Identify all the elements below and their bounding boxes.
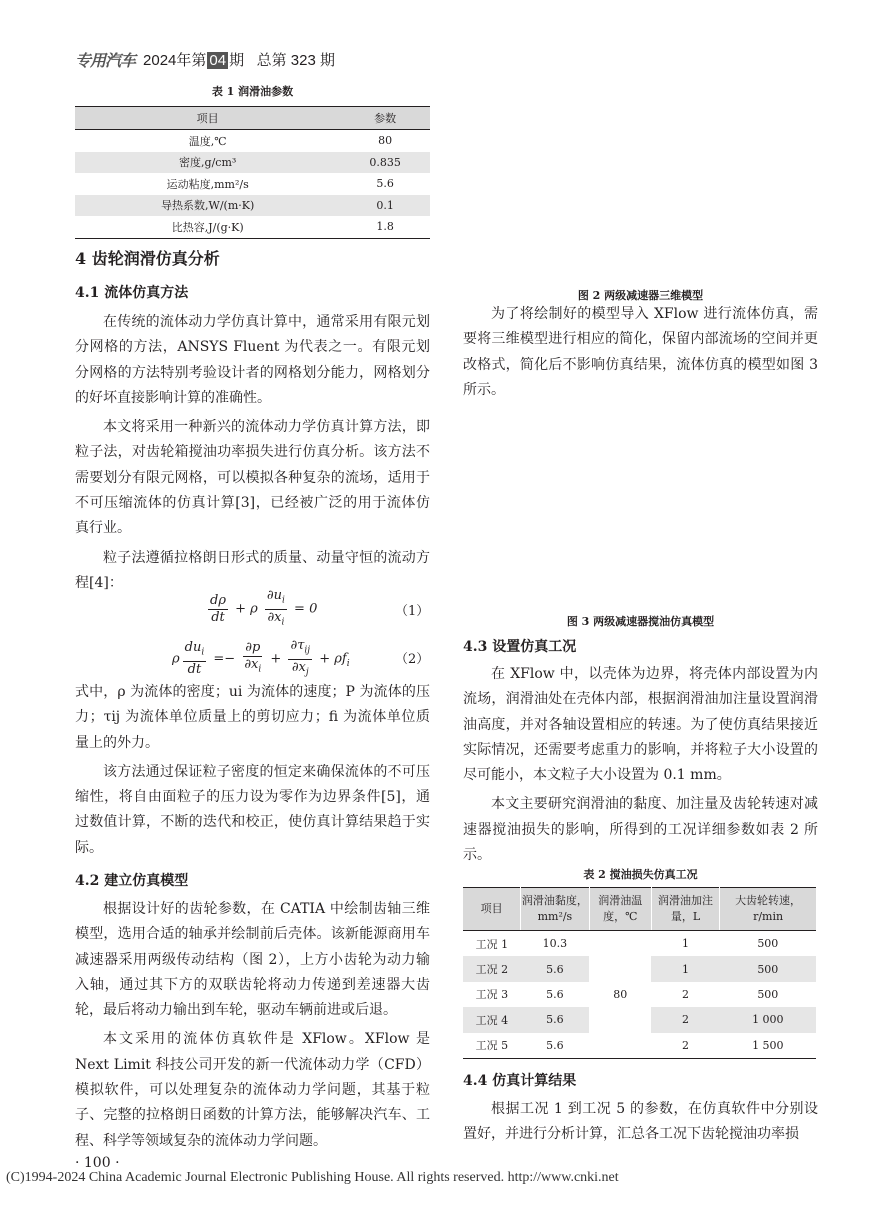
- table-row: 比热容,J/(g·K) 1.8: [75, 216, 430, 238]
- paragraph: 粒子法遵循拉格朗日形式的质量、动量守恒的流动方程[4]：: [75, 549, 430, 591]
- figure-3-placeholder: [463, 410, 818, 600]
- paragraph: 根据设计好的齿轮参数，在 CATIA 中绘制齿轴三维模型，选用合适的轴承并绘制前后壳体。该新能源商用车减速器采用两级传动结构（图 2），上方小齿轮为动力输入轴，通过其下方的双联齿轮将动力传递到差速器大齿轮，最后将动力输出到车轮，驱动车辆前进或后退。: [75, 901, 430, 1019]
- equation-2: ρ $\frac{du_i}{dt}$ =− $\frac{\partial p}{\partial x_i}$ + $\frac{\partial\tau_{ij}}{\partial x_j}$ + $\rho f_i$: [172, 638, 350, 678]
- paragraph: 根据工况 1 到工况 5 的参数，在仿真软件中分别设置好，并进行分析计算，汇总各工况下齿轮搅油功率损: [463, 1101, 818, 1143]
- section-4-3-body: [463, 662, 818, 868]
- table-row: 工况 1 10.3 80 1 500: [463, 931, 816, 957]
- table-row: 密度,g/cm³ 0.835: [75, 152, 430, 174]
- table-row: 导热系数,W/(m·K) 0.1: [75, 195, 430, 217]
- paragraph: 本文主要研究润滑油的黏度、加注量及齿轮转速对减速器搅油损失的影响，所得到的工况详细参数如表 2 所示。: [463, 796, 818, 864]
- table2-header: 大齿轮转速，r/min: [720, 888, 816, 931]
- equation-1: $\frac{d\rho}{dt}$ + ρ $\frac{\partial u_i}{\partial x_i}$ = 0: [210, 588, 318, 628]
- paragraph: 为了将绘制好的模型导入 XFlow 进行流体仿真，需要将三维模型进行相应的简化，保留内部流场的空间并更改格式，简化后不影响仿真结果，流体仿真的模型如图 3 所示。: [463, 306, 818, 398]
- table2-header-row: [463, 888, 816, 931]
- figure-3-intro: [463, 302, 818, 403]
- table1-header: 项目: [75, 107, 340, 130]
- table-row: 工况 3 5.6 2 500: [475, 987, 779, 1002]
- table-row: 工况 4 5.6 2 1 000: [463, 1007, 816, 1032]
- paragraph: 在 XFlow 中，以壳体为边界，将壳体内部设置为内流场，润滑油处在壳体内部，根据润滑油加注量设置润滑油高度，并对各轴设置相应的转速。为了使仿真结果接近实际情况，还需要考虑重力的影响，并将粒子大小设置的尽可能小，本文粒子大小设置为 0.1 mm。: [463, 666, 818, 784]
- equation-explanation: [75, 680, 430, 861]
- paragraph: 该方法通过保证粒子密度的恒定来确保流体的不可压缩性，将自由面粒子的压力设为零作为边界条件[5]，通过数值计算，不断的迭代和校正，使仿真计算结果趋于实际。: [75, 763, 430, 856]
- section-4-1-body: [75, 310, 430, 596]
- section-4-3-title: 4.3 设置仿真工况: [463, 639, 577, 655]
- issue-info: 2024年第 04 期 总第 323 期: [143, 51, 335, 69]
- equation-2-number: （2）: [395, 652, 430, 667]
- table1: [75, 106, 430, 239]
- journal-header: [75, 48, 335, 70]
- table-row: 工况 2 5.6 1 500: [463, 956, 816, 981]
- section-4-2-title: 4.2 建立仿真模型: [75, 873, 189, 889]
- table2-header: 润滑油黏度，mm²/s: [521, 888, 589, 931]
- section-4-4-title: 4.4 仿真计算结果: [463, 1073, 577, 1089]
- journal-logo: 专用汽车: [75, 50, 136, 70]
- copyright-footer: (C)1994-2024 China Academic Journal Electronic Publishing House. All rights reserved. http://www.cnki.net: [6, 1170, 619, 1185]
- paragraph: 式中，ρ 为流体的密度；ui 为流体的速度；P 为流体的压力；τij 为流体单位质量上的剪切应力；fi 为流体单位质量上的外力。: [75, 684, 430, 751]
- table-row: 温度,℃ 80: [188, 134, 393, 148]
- figure-3-caption: 图 3 两级减速器搅油仿真模型: [566, 615, 715, 628]
- equation-1-number: （1）: [395, 604, 430, 619]
- paragraph: 在传统的流体动力学仿真计算中，通常采用有限元划分网格的方法，ANSYS Fluent 为代表之一。有限元划分网格的方法特别考验设计者的网格划分能力，网格划分的好坏直接影响计算的准确性。: [75, 314, 430, 406]
- section-4-title: 4 齿轮润滑仿真分析: [75, 249, 220, 268]
- table2-header: 润滑油加注量，L: [651, 888, 719, 931]
- table2: [463, 887, 816, 1059]
- section-4-4-body: [463, 1097, 818, 1148]
- page-number: · 100 ·: [75, 1155, 120, 1171]
- table1-header: 参数: [340, 107, 430, 130]
- paragraph: 本文采用的流体仿真软件是 XFlow。XFlow 是 Next Limit 科技公司开发的新一代流体动力学（CFD）模拟软件，可以处理复杂的流体动力学问题，其基于粒子、完整的拉格朗日函数的计算方法，能够解决汽车、工程、科学等领域复杂的流体动力学问题。: [75, 1031, 430, 1149]
- figure-2-caption: 图 2 两级减速器三维模型: [577, 289, 704, 302]
- table-row: 工况 5 5.6 2 1 500: [463, 1033, 816, 1059]
- section-4-1-title: 4.1 流体仿真方法: [75, 285, 189, 301]
- table1-caption: 表 1 润滑油参数: [211, 85, 294, 98]
- paragraph: 本文将采用一种新兴的流体动力学仿真计算方法，即粒子法，对齿轮箱搅油功率损失进行仿真分析。该方法不需要划分有限元网格，可以模拟各种复杂的流场，适用于不可压缩流体的仿真计算[3]，已经被广泛的用于流体仿真行业。: [75, 419, 430, 537]
- merged-temperature: 80: [589, 931, 651, 1059]
- section-4-2-body: [75, 897, 430, 1154]
- table-row: 运动粘度,mm²/s 5.6: [166, 177, 394, 191]
- table1-header-row: [75, 107, 430, 130]
- table2-header: 项目: [463, 888, 521, 931]
- table2-caption: 表 2 搅油损失仿真工况: [583, 868, 698, 881]
- table2-header: 润滑油温度，℃: [589, 888, 651, 931]
